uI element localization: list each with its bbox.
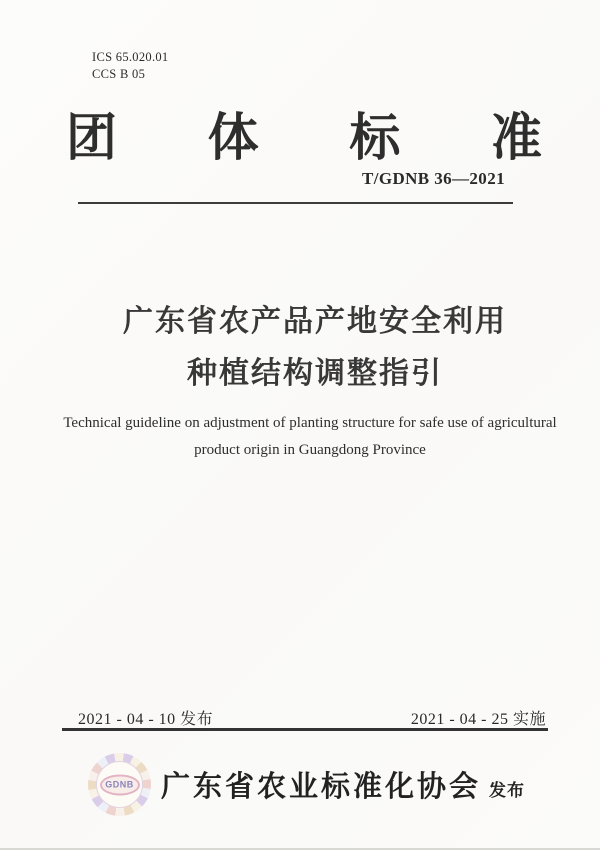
issue-date: 2021 - 04 - 10 发布 (78, 711, 214, 728)
masthead-char-4: 准 (490, 109, 542, 166)
document-title-cn-line1: 广东省农产品产地安全利用 (123, 305, 507, 338)
document-title-en-line2: product origin in Guangdong Province (194, 442, 426, 458)
document-title-en (45, 410, 575, 464)
implementation-date: 2021 - 04 - 25 实施 (410, 711, 546, 728)
publisher-row (88, 753, 525, 816)
dates-row (78, 706, 546, 729)
footer-rule (62, 728, 548, 731)
ccs-code: CCS B 05 (92, 67, 146, 81)
document-title-en-line1: Technical guideline on adjustment of planting structure for safe use of agricultural (63, 415, 557, 431)
logo-acronym: GDNB (100, 774, 140, 795)
document-title-cn-line2: 种植结构调整指引 (187, 357, 443, 390)
header-rule (78, 202, 513, 204)
ics-code: ICS 65.020.01 (92, 50, 169, 64)
masthead-char-1: 团 (66, 109, 118, 166)
document-title-cn (30, 296, 600, 400)
classification-codes (92, 49, 168, 83)
masthead-char-3: 标 (349, 109, 401, 166)
publisher-action-label: 发布 (489, 781, 526, 800)
standard-number: T/GDNB 36—2021 (361, 169, 505, 188)
gdnb-association-logo-icon (88, 753, 151, 816)
masthead-title (66, 96, 542, 170)
publisher-name: 广东省农业标准化协会 (161, 771, 482, 803)
masthead-char-2: 体 (207, 109, 259, 166)
